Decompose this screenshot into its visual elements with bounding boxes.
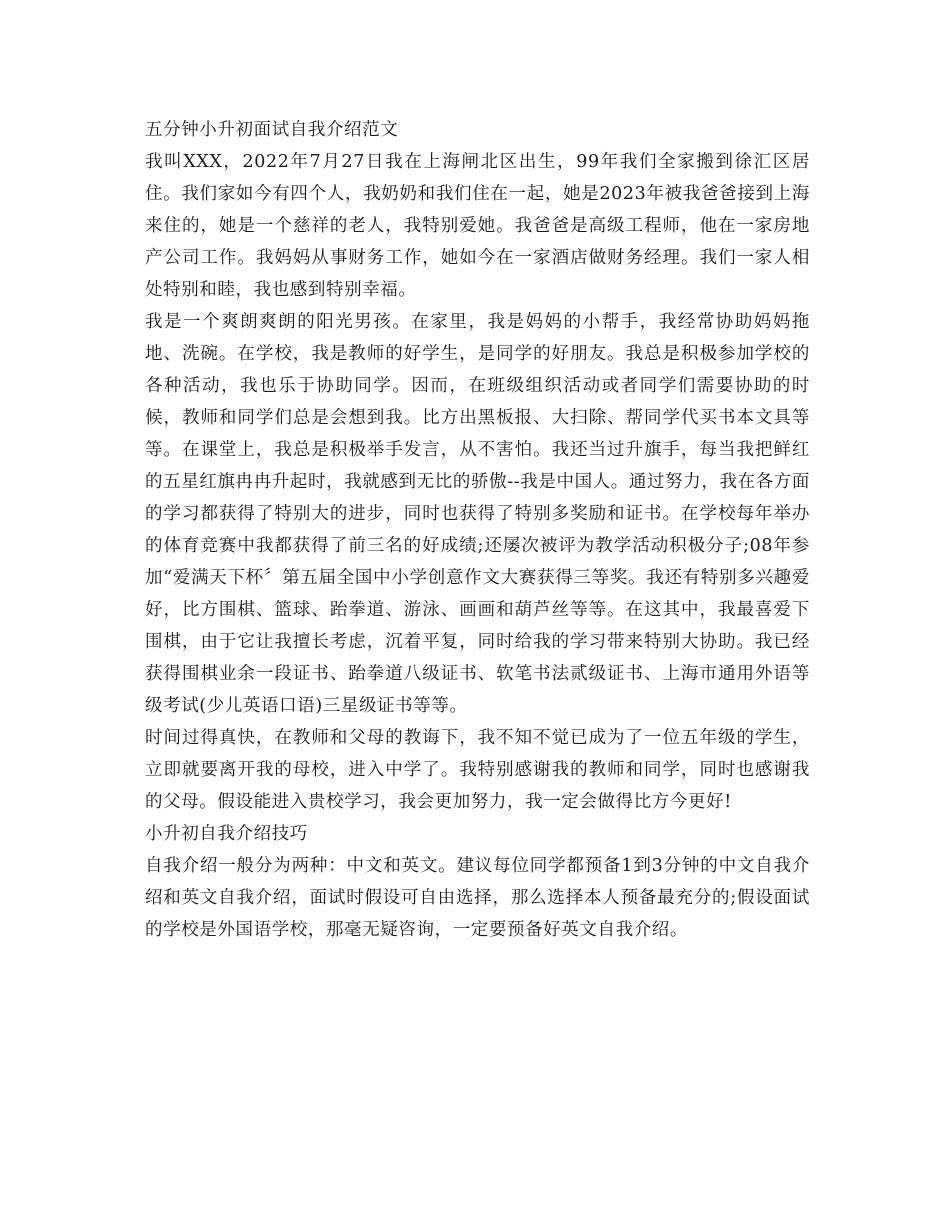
intro-paragraph-family: 我叫XXX，2022年7月27日我在上海闸北区出生，99年我们全家搬到徐汇区居住。我们家如今有四个人，我奶奶和我们住在一起，她是2023年被我爸爸接到上海来住的，她是一个慈祥的老人，我特别爱她。我爸爸是高级工程师，他在一家房地产公司工作。我妈妈从事财务工作，她如今在一家酒店做财务经理。我们一家人相处特别和睦，我也感到特别幸福。: [145, 152, 810, 300]
intro-paragraph-closing: 时间过得真快，在教师和父母的教诲下，我不知不觉已成为了一位五年级的学生，立即就要离开我的母校，进入中学了。我特别感谢我的教师和同学，同时也感谢我的父母。假设能进入贵校学习，我会更加努力，我一定会做得比方今更好!: [145, 728, 810, 812]
document-title: 五分钟小升初面试自我介绍范文: [145, 120, 399, 140]
intro-paragraph-personality: 我是一个爽朗爽朗的阳光男孩。在家里，我是妈妈的小帮手，我经常协助妈妈拖地、洗碗。在学校，我是教师的好学生，是同学的好朋友。我总是积极参加学校的各种活动，我也乐于协助同学。因而，在班级组织活动或者同学们需要协助的时候，教师和同学们总是会想到我。比方出黑板报、大扫除、帮同学代买书本文具等等。在课堂上，我总是积极举手发言，从不害怕。我还当过升旗手，每当我把鲜红的五星红旗冉冉升起时，我就感到无比的骄傲--我是中国人。通过努力，我在各方面的学习都获得了特别大的进步，同时也获得了特别多奖励和证书。在学校每年举办的体育竞赛中我都获得了前三名的好成绩;还屡次被评为教学活动积极分子;08年参加“爱满天下杯〞第五届全国中小学创意作文大赛获得三等奖。我还有特别多兴趣爱好，比方围棋、篮球、跆拳道、游泳、画画和葫芦丝等等。在这其中，我最喜爱下围棋，由于它让我擅长考虑，沉着平复，同时给我的学习带来特别大协助。我已经获得围棋业余一段证书、跆拳道八级证书、软笔书法贰级证书、上海市通用外语等级考试(少儿英语口语)三星级证书等等。: [145, 312, 810, 716]
tips-paragraph: 自我介绍一般分为两种：中文和英文。建议每位同学都预备1到3分钟的中文自我介绍和英文自我介绍，面试时假设可自由选择，那么选择本人预备最充分的;假设面试的学校是外国语学校，那毫无疑咨询，一定要预备好英文自我介绍。: [145, 856, 810, 940]
document-body: [145, 114, 810, 946]
section-subtitle: 小升初自我介绍技巧: [145, 824, 308, 844]
